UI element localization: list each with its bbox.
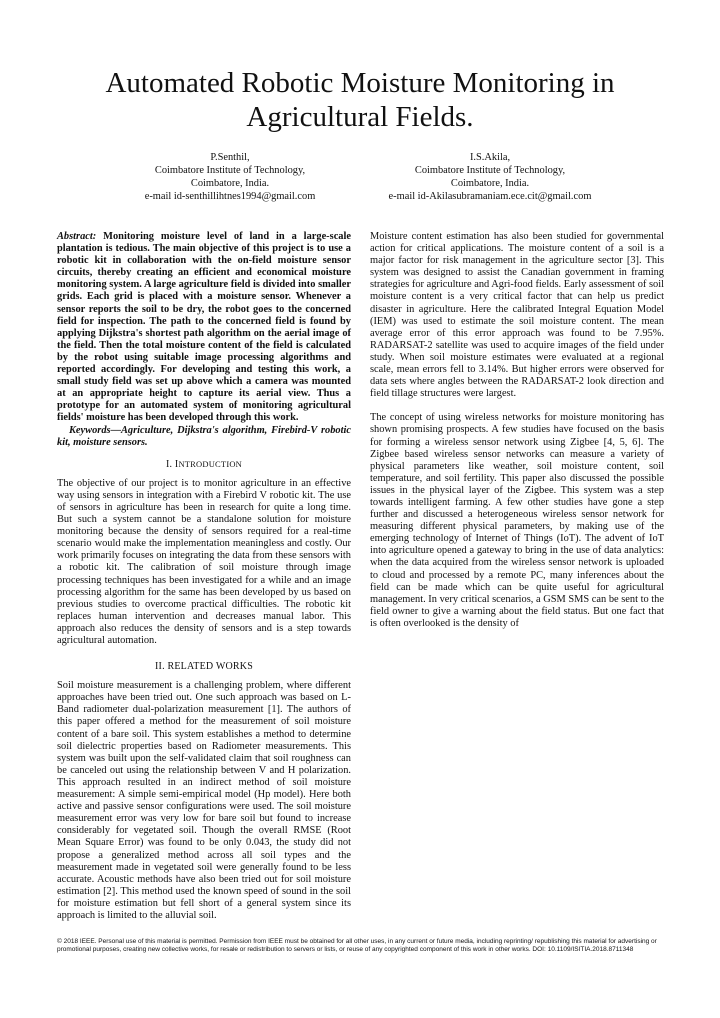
left-column	[57, 231, 351, 922]
paper-title: Automated Robotic Moisture Monitoring in Agricultural Fields.	[105, 67, 615, 133]
related-works-paragraph-3: The concept of using wireless networks for moisture monitoring has shown promising prospects. A few studies have focused on the basis for forming a wireless sensor network using Zigbee [4, 5, 6]. The Zigbee based wireless sensor networks can measure a variety of physical parameters like weather, soil moisture content, soil temperature, and soil fertility. This paper also discussed the possible issues in the physical layer of the Zigbee. This system was a step towards intelligent farming. A few other studies have gone a step further and discussed a heterogeneous wireless sensor network for measuring different physical parameters, by making use of the emerging technology of Internet of Things (IoT). The advent of IoT into agriculture opened a gateway to bring in the use of data analytics: when the data acquired from the wireless sensor network is uploaded to cloud and processed by a remote PC, many inferences about the field can be made which can be quite useful for agricultural management. In very critical scenarios, a GSM SMS can be sent to the field owner to give a warning about the field status. But one fact that is often overlooked is the density of	[370, 412, 664, 629]
author-affiliation: Coimbatore Institute of Technology,	[414, 165, 566, 176]
related-works-paragraph-1: Soil moisture measurement is a challenging problem, where different approaches have been tried out. One such approach was based on L-Band radiometer dual-polarization measurement [1]. The authors of this paper offered a method for the measurement of soil moisture content of a bare soil. This system establishes a method to determine soil dielectric properties based on Radiometer measurements. This system was built upon the self-validated claim that soil roughness can be canceled out using the relationship between V and H polarization. This approach resulted in an indirect method of soil moisture measurement: A simple semi-empirical model (Hp model). Here both active and passive sensor configurations were used. The soil moisture measurement error was very low for bare soil but found to increase considerably for vegetated soil. Though the overall RMSE (Root Mean Square Error) was found to be only 0.043, the study did not propose a generalized method across all soil types and the measurement made in vegetated soil were generally found to be less accurate. Acoustic methods have also been tried out for soil moisture estimation [2]. This method used the known speed of sound in the soil for moisture estimation but fell short of a general system since its approach is limited to the alluvial soil.	[57, 680, 351, 921]
author-affiliation: Coimbatore Institute of Technology,	[154, 165, 306, 176]
section-heading-introduction: I. INTRODUCTION	[165, 458, 243, 470]
abstract-text: Monitoring moisture level of land in a large-scale plantation is tedious. The main objective of this project is to use a robotic kit in collaboration with the on-field moisture sensor circuits, thereby creating an efficient and economical moisture monitoring system. A large agriculture field is divided into smaller grids. Each grid is placed with a moisture sensor. Whenever a sensor reports the soil to be dry, the robot goes to the concerned field for inspection. The path to the concerned field is found by applying Dijkstra's shortest path algorithm on the aerial image of the field. Then the total moisture content of the field is calculated by the robot using suitable image processing algorithms and reported accordingly. For developing and testing this work, a small study field was set up above which a camera was mounted at an appropriate height to capture its aerial view. Thus a prototype for an automated system of monitoring agricultural fields' moisture has been developed through this work.	[57, 231, 351, 424]
section-heading-related-works: II. RELATED WORKS	[155, 661, 253, 673]
abstract-label: Abstract:	[57, 231, 97, 242]
copyright-notice: © 2018 IEEE. Personal use of this material is permitted. Permission from IEEE must be obtained for all other uses, in any current or future media, including reprinting/ republishing this material for advertising or promotional purposes, creating new collective works, for resale or redistribution to servers or lists, or reuse of any copyrighted component of this work in other works. DOI: 10.1109/ISITIA.2018.8711348	[57, 938, 657, 954]
author-location: Coimbatore, India.	[190, 178, 270, 189]
abstract	[57, 231, 351, 425]
introduction-paragraph: The objective of our project is to monitor agriculture in an effective way using sensors in integration with a Firebird V robotic kit. The use of sensors in agriculture has been in research for quite a long time. But such a system cannot be a standalone solution for moisture monitoring because the density of sensors required for a real-time scenario would make the implementation meaningless and costly. Our work primarily focuses on integrating the data from these sensors with a robotic kit. The calibration of soil moisture through image processing techniques has been investigated for a while and an image processing algorithm for the same has been developed by us based on previous studies to overcome practical difficulties. The robotic kit replaces human intervention and decreases manual labor. This approach also reduces the density of sensors and is a step towards agricultural automation.	[57, 477, 351, 646]
author-block-2	[350, 151, 630, 203]
author-block-1	[90, 151, 370, 203]
keywords: Keywords—Agriculture, Dijkstra's algorithm, Firebird-V robotic kit, moisture sensors.	[57, 424, 351, 448]
right-column	[370, 231, 664, 630]
author-name: I.S.Akila,	[469, 152, 511, 163]
author-location: Coimbatore, India.	[450, 178, 530, 189]
related-works-paragraph-2: Moisture content estimation has also been studied for governmental action for critical applications. The moisture content of a soil is a major factor for risk management in the agriculture sector [3]. This system was designed to assist the Canadian government in framing strategies for agriculture and Agri-food fields. Early assessment of soil moisture content is a very critical factor that can help us predict disaster in agriculture. Here the calibrated Integral Equation Model (IEM) was used to estimate the soil moisture content. The mean average error of this error approach was found to be 7.95%. RADARSAT-2 satellite was used to acquire images of the field under study. When soil moisture estimates were evaluated at a regional scale, mean errors fell to 3.14%. But higher errors were observed for data sets where angles between the RADARSAT-2 look direction and field tillage structures were largest.	[370, 231, 664, 400]
author-email: e-mail id-senthillihtnes1994@gmail.com	[144, 191, 316, 202]
author-name: P.Senthil,	[210, 152, 250, 163]
author-email: e-mail id-Akilasubramaniam.ece.cit@gmail.com	[388, 191, 592, 202]
